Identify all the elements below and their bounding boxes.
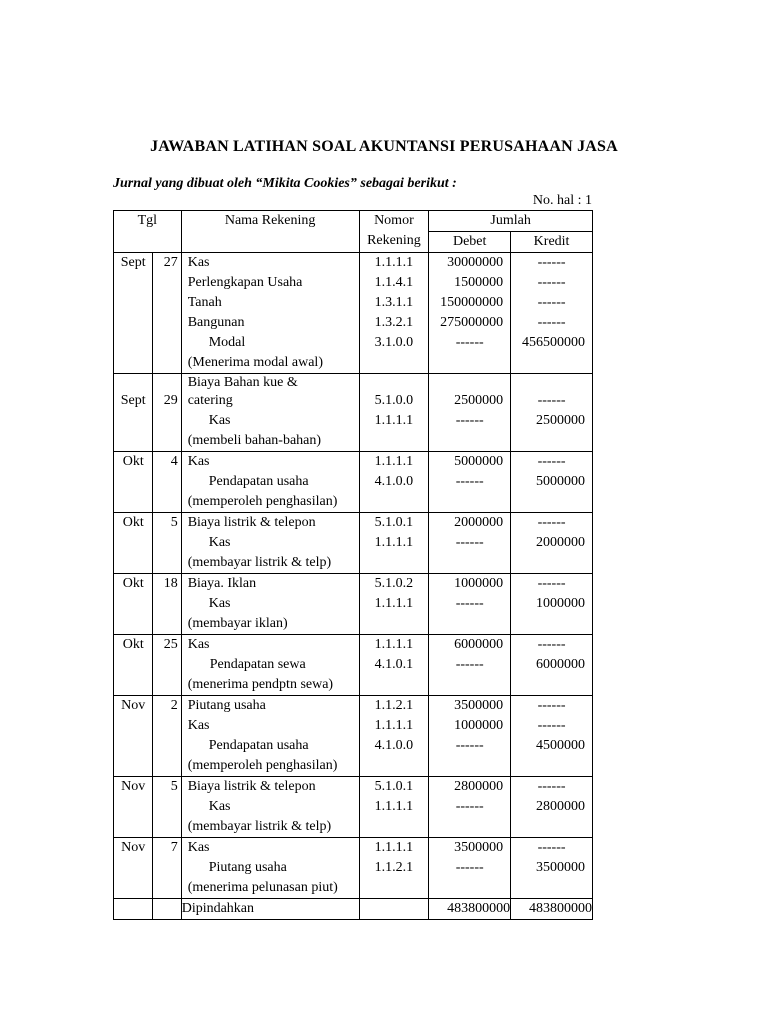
entry-description: (menerima pendptn sewa) [187, 677, 334, 692]
entry-day-cell [153, 838, 181, 899]
entry-month: Okt [122, 454, 144, 469]
entry-account-names [181, 574, 359, 635]
account-ref [360, 756, 429, 776]
header-debet: Debet [429, 232, 511, 253]
account-ref: 4.1.0.0 [374, 474, 414, 489]
kredit-amount: ------ [537, 698, 566, 713]
account-name: Biaya listrik & telepon [187, 515, 316, 530]
debet-amount: 5000000 [454, 454, 504, 469]
kredit-amount: ------ [537, 255, 566, 270]
account-name: Kas [187, 255, 210, 270]
debet-amount [429, 756, 510, 776]
entry-month-cell [114, 696, 153, 777]
account-ref: 1.1.1.1 [374, 413, 414, 428]
account-name: Kas [187, 637, 210, 652]
kredit-amount [511, 374, 592, 391]
journal-entry-row [114, 374, 593, 452]
account-ref: 1.1.1.1 [374, 535, 414, 550]
entry-month: Okt [122, 576, 144, 591]
account-ref [360, 878, 429, 898]
entry-debet-values [429, 777, 511, 838]
total-month-cell [114, 899, 153, 920]
kredit-amount [511, 756, 592, 776]
entry-debet-values [429, 374, 511, 452]
account-name: Perlengkapan Usaha [187, 275, 303, 290]
entry-debet-values [429, 838, 511, 899]
entry-debet-values [429, 574, 511, 635]
account-ref [360, 553, 429, 573]
debet-amount [429, 353, 510, 373]
kredit-amount: 6000000 [536, 657, 585, 672]
entry-account-refs [359, 838, 429, 899]
kredit-amount: ------ [537, 779, 566, 794]
total-kredit: 483800000 [511, 899, 593, 920]
entry-day: 4 [170, 454, 178, 469]
header-nomor: Nomor [374, 213, 414, 228]
kredit-amount: 4500000 [536, 738, 585, 753]
account-ref: 1.1.1.1 [374, 454, 414, 469]
entry-account-refs [359, 452, 429, 513]
entry-description: (membayar iklan) [187, 616, 288, 631]
entry-description: (menerima pelunasan piut) [187, 880, 338, 895]
account-ref [360, 492, 429, 512]
header-tgl: Tgl [114, 211, 182, 253]
account-ref: 1.1.1.1 [374, 637, 414, 652]
entry-day: 27 [163, 255, 178, 270]
entry-account-names [181, 777, 359, 838]
account-name: catering [187, 393, 233, 408]
account-ref: 3.1.0.0 [374, 335, 414, 350]
account-name: Piutang usaha [208, 860, 287, 875]
entry-month: Nov [121, 698, 146, 713]
debet-amount: ------ [455, 413, 484, 428]
entry-day: 5 [170, 515, 178, 530]
entry-day: 25 [163, 637, 178, 652]
account-ref: 5.1.0.2 [374, 576, 414, 591]
account-name: Kas [187, 718, 210, 733]
kredit-amount: ------ [537, 315, 566, 330]
account-name: Tanah [187, 295, 222, 310]
kredit-amount [511, 614, 592, 634]
entry-day: 18 [163, 576, 178, 591]
total-ref-cell [359, 899, 429, 920]
entry-month-cell [114, 838, 153, 899]
debet-amount: 30000000 [447, 255, 504, 270]
journal-entry-row [114, 253, 593, 374]
total-debet: 483800000 [429, 899, 511, 920]
account-name: Kas [208, 413, 231, 428]
entry-day: 2 [170, 698, 178, 713]
kredit-amount: 1000000 [536, 596, 585, 611]
kredit-amount: ------ [537, 515, 566, 530]
kredit-amount: ------ [537, 393, 566, 408]
debet-amount [429, 878, 510, 898]
debet-amount: 150000000 [440, 295, 504, 310]
kredit-amount: 5000000 [536, 474, 585, 489]
entry-day: 5 [170, 779, 178, 794]
account-ref: 1.3.2.1 [374, 315, 414, 330]
debet-amount: 2000000 [454, 515, 504, 530]
entry-account-refs [359, 374, 429, 452]
journal-entry-row [114, 696, 593, 777]
debet-amount: ------ [455, 596, 484, 611]
kredit-amount [511, 353, 592, 373]
debet-amount [429, 492, 510, 512]
debet-amount: 1500000 [454, 275, 504, 290]
entry-month: Sept [120, 255, 146, 270]
entry-day-cell [153, 452, 181, 513]
account-name: Biaya listrik & telepon [187, 779, 316, 794]
debet-amount: ------ [455, 335, 484, 350]
kredit-amount: 456500000 [522, 335, 585, 350]
debet-amount [429, 817, 510, 837]
debet-amount [429, 675, 510, 695]
header-kredit: Kredit [511, 232, 593, 253]
account-ref: 1.1.2.1 [374, 698, 414, 713]
debet-amount: 2500000 [454, 393, 504, 408]
debet-amount: 2800000 [454, 779, 504, 794]
debet-amount: 6000000 [454, 637, 504, 652]
entry-description: (Menerima modal awal) [187, 355, 323, 370]
entry-day-cell [153, 253, 181, 374]
journal-entry-row [114, 635, 593, 696]
journal-entry-row [114, 452, 593, 513]
entry-month-cell [114, 777, 153, 838]
entry-day: 29 [163, 393, 178, 408]
account-ref [360, 675, 429, 695]
kredit-amount: ------ [537, 295, 566, 310]
account-name: Piutang usaha [187, 698, 266, 713]
kredit-amount: ------ [537, 840, 566, 855]
entry-account-names [181, 513, 359, 574]
account-name: Kas [187, 454, 210, 469]
debet-amount [429, 553, 510, 573]
entry-day-cell [153, 777, 181, 838]
entry-kredit-values [511, 452, 593, 513]
account-ref [360, 817, 429, 837]
kredit-amount: ------ [537, 454, 566, 469]
account-ref: 1.1.1.1 [374, 255, 414, 270]
entry-account-names [181, 838, 359, 899]
header-nama-rekening: Nama Rekening [181, 211, 359, 253]
account-ref [360, 353, 429, 373]
entry-month: Sept [120, 393, 146, 408]
account-name: Kas [208, 596, 231, 611]
account-name: Kas [208, 799, 231, 814]
account-name: Kas [187, 840, 210, 855]
entry-account-names [181, 696, 359, 777]
entry-account-refs [359, 253, 429, 374]
entry-description: (membayar listrik & telp) [187, 819, 332, 834]
account-name: Pendapatan usaha [208, 474, 309, 489]
account-ref: 1.1.1.1 [374, 718, 414, 733]
account-name: Pendapatan sewa [209, 657, 306, 672]
debet-amount: 3500000 [454, 698, 504, 713]
entry-account-names [181, 253, 359, 374]
journal-entry-row [114, 574, 593, 635]
account-name: Modal [208, 335, 246, 350]
account-ref: 1.1.4.1 [374, 275, 414, 290]
kredit-amount: 3500000 [536, 860, 585, 875]
debet-amount: 3500000 [454, 840, 504, 855]
journal-body [114, 253, 593, 899]
debet-amount: ------ [455, 860, 484, 875]
debet-amount: ------ [455, 474, 484, 489]
debet-amount: ------ [455, 535, 484, 550]
kredit-amount [511, 431, 592, 451]
kredit-amount: ------ [537, 637, 566, 652]
account-ref: 1.1.1.1 [374, 799, 414, 814]
entry-kredit-values [511, 635, 593, 696]
kredit-amount: ------ [537, 275, 566, 290]
entry-description: (memperoleh penghasilan) [187, 494, 338, 509]
account-name: Biaya. Iklan [187, 576, 257, 591]
account-ref: 1.1.1.1 [374, 840, 414, 855]
header-rekening: Rekening [367, 233, 421, 248]
total-row [114, 899, 593, 920]
entry-debet-values [429, 696, 511, 777]
entry-month-cell [114, 574, 153, 635]
account-name: Biaya Bahan kue & [187, 375, 298, 390]
page-number: No. hal : 1 [532, 193, 592, 208]
journal-entry-row [114, 838, 593, 899]
entry-month-cell [114, 253, 153, 374]
header-nomor-rekening [359, 211, 429, 253]
entry-day-cell [153, 374, 181, 452]
account-ref: 1.1.1.1 [374, 596, 414, 611]
account-ref [360, 614, 429, 634]
entry-day: 7 [170, 840, 178, 855]
debet-amount: ------ [455, 799, 484, 814]
entry-month: Nov [121, 779, 146, 794]
kredit-amount [511, 553, 592, 573]
kredit-amount: 2500000 [536, 413, 585, 428]
entry-description: (membeli bahan-bahan) [187, 433, 322, 448]
account-ref: 5.1.0.1 [374, 515, 414, 530]
entry-day-cell [153, 574, 181, 635]
debet-amount: ------ [455, 657, 484, 672]
header-jumlah: Jumlah [429, 211, 593, 232]
document-title: JAWABAN LATIHAN SOAL AKUNTANSI PERUSAHAAN JASA [150, 138, 618, 155]
debet-amount: 275000000 [440, 315, 504, 330]
kredit-amount [511, 492, 592, 512]
entry-month: Okt [122, 637, 144, 652]
account-ref [360, 431, 429, 451]
entry-day-cell [153, 513, 181, 574]
entry-month: Okt [122, 515, 144, 530]
account-ref: 5.1.0.1 [374, 779, 414, 794]
entry-description: (memperoleh penghasilan) [187, 758, 338, 773]
debet-amount [429, 614, 510, 634]
entry-account-names [181, 374, 359, 452]
entry-kredit-values [511, 374, 593, 452]
kredit-amount: ------ [537, 718, 566, 733]
account-ref: 1.1.2.1 [374, 860, 414, 875]
kredit-amount [511, 817, 592, 837]
journal-entry-row [114, 513, 593, 574]
kredit-amount: 2000000 [536, 535, 585, 550]
entry-month: Nov [121, 840, 146, 855]
entry-day-cell [153, 696, 181, 777]
debet-amount [429, 374, 510, 391]
entry-debet-values [429, 635, 511, 696]
kredit-amount [511, 878, 592, 898]
entry-kredit-values [511, 513, 593, 574]
entry-kredit-values [511, 696, 593, 777]
entry-kredit-values [511, 838, 593, 899]
entry-account-refs [359, 574, 429, 635]
account-name: Pendapatan usaha [208, 738, 309, 753]
debet-amount: 1000000 [454, 718, 504, 733]
kredit-amount [511, 675, 592, 695]
account-ref: 1.3.1.1 [374, 295, 414, 310]
entry-kredit-values [511, 253, 593, 374]
account-name: Kas [208, 535, 231, 550]
account-ref [360, 374, 429, 391]
entry-account-refs [359, 513, 429, 574]
account-ref: 5.1.0.0 [374, 393, 414, 408]
entry-debet-values [429, 513, 511, 574]
entry-account-names [181, 635, 359, 696]
entry-month-cell [114, 374, 153, 452]
kredit-amount: 2800000 [536, 799, 585, 814]
entry-debet-values [429, 253, 511, 374]
account-ref: 4.1.0.0 [374, 738, 414, 753]
kredit-amount: ------ [537, 576, 566, 591]
entry-account-names [181, 452, 359, 513]
entry-account-refs [359, 696, 429, 777]
entry-debet-values [429, 452, 511, 513]
journal-subtitle: Jurnal yang dibuat oleh “Mikita Cookies” sebagai berikut : [113, 176, 457, 191]
entry-day-cell [153, 635, 181, 696]
entry-month-cell [114, 513, 153, 574]
entry-description: (membayar listrik & telp) [187, 555, 332, 570]
entry-month-cell [114, 635, 153, 696]
debet-amount: 1000000 [454, 576, 504, 591]
debet-amount [429, 431, 510, 451]
entry-kredit-values [511, 574, 593, 635]
account-ref: 4.1.0.1 [374, 657, 414, 672]
total-label: Dipindahkan [181, 899, 359, 920]
account-name: Bangunan [187, 315, 245, 330]
total-day-cell [153, 899, 181, 920]
entry-month-cell [114, 452, 153, 513]
entry-kredit-values [511, 777, 593, 838]
entry-account-refs [359, 635, 429, 696]
debet-amount: ------ [455, 738, 484, 753]
entry-account-refs [359, 777, 429, 838]
journal-table [113, 210, 593, 920]
journal-entry-row [114, 777, 593, 838]
